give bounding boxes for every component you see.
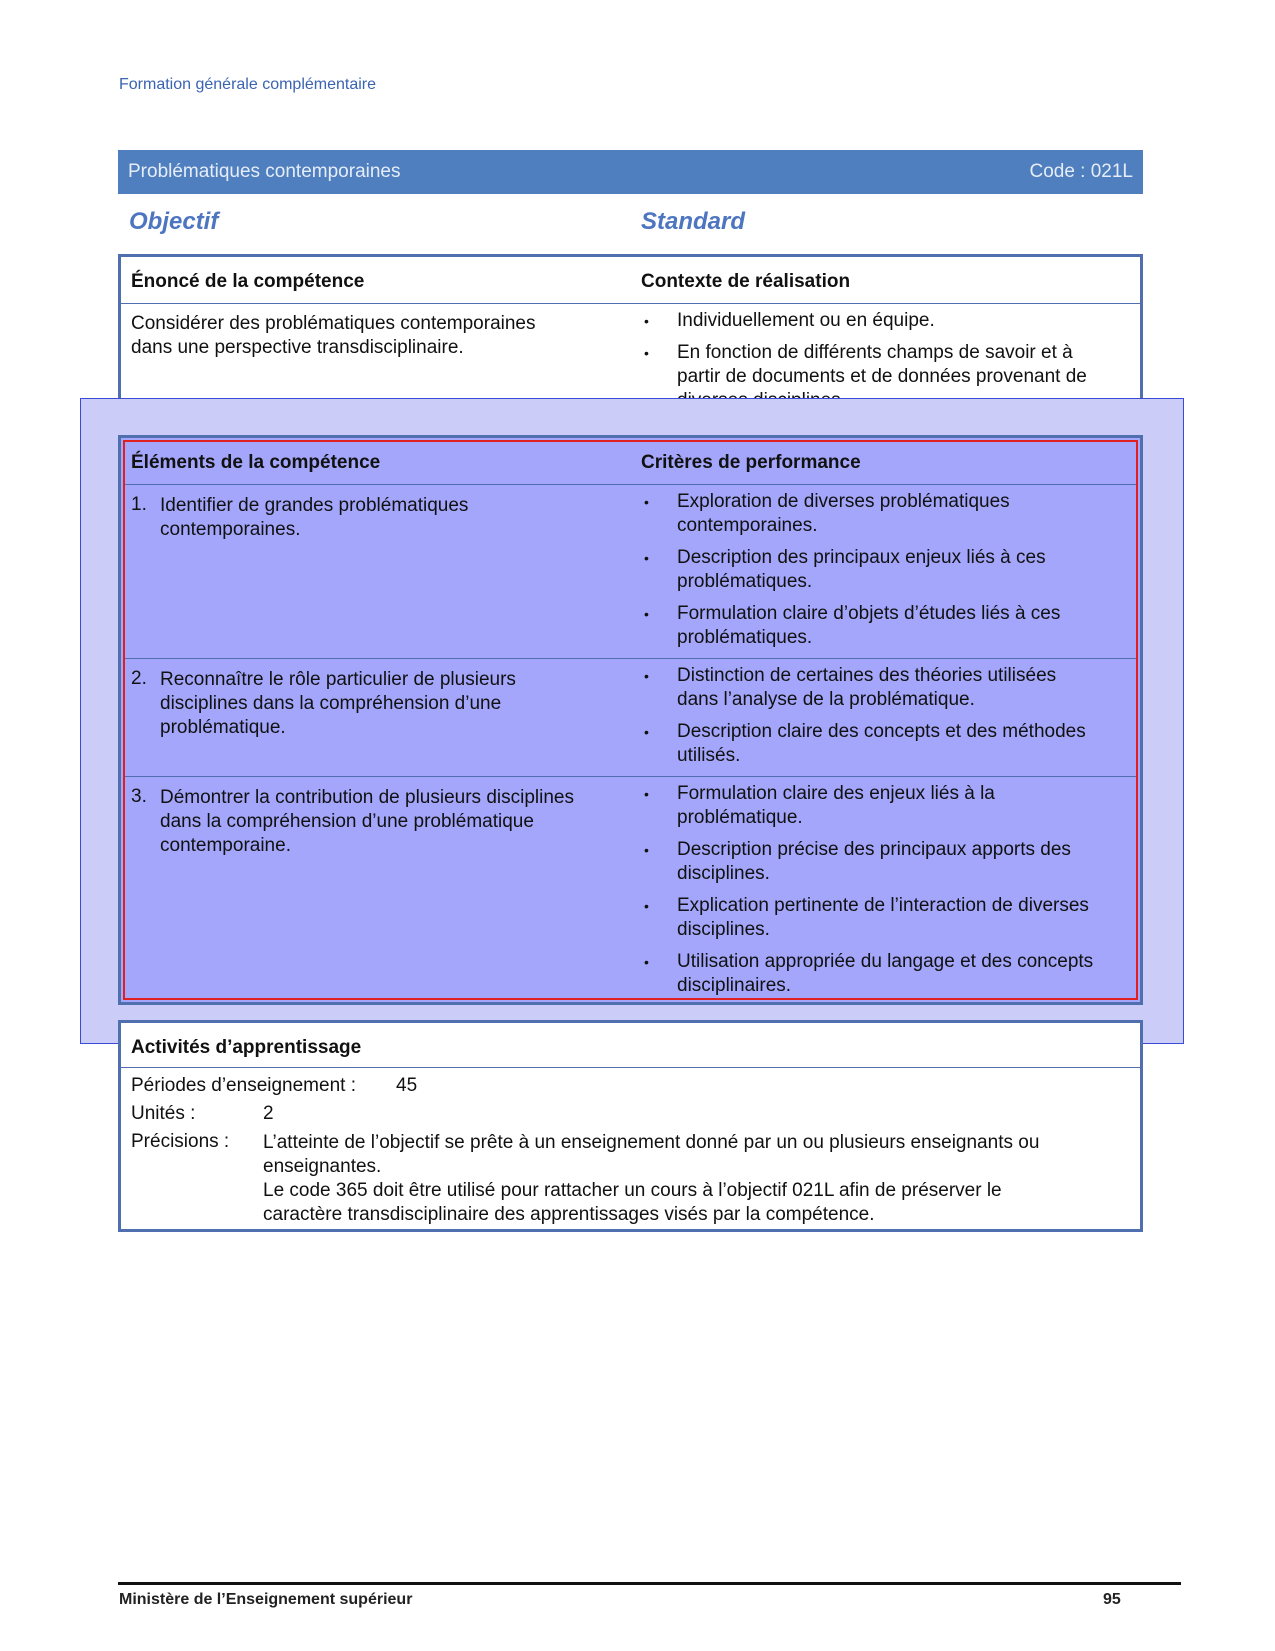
critere-line: Description des principaux enjeux liés à ces: [677, 547, 1046, 568]
bullet: •: [644, 954, 649, 970]
title-bar: [118, 150, 1143, 194]
critere-line: disciplines.: [677, 863, 770, 884]
footer-ministry: Ministère de l’Enseignement supérieur: [119, 1591, 413, 1608]
bullet: •: [644, 313, 649, 329]
contexte-line: En fonction de différents champs de savoir et à: [677, 342, 1073, 363]
element-number: 2.: [131, 668, 147, 689]
precisions-label: Précisions :: [131, 1131, 230, 1152]
competence-box: [118, 254, 1143, 422]
unites-value: 2: [263, 1103, 274, 1124]
bullet: •: [644, 842, 649, 858]
precisions-text: [263, 1131, 1143, 1227]
element-number: 1.: [131, 494, 147, 515]
critere-line: Description précise des principaux apports des: [677, 839, 1071, 860]
critere-item: [677, 894, 1147, 942]
contexte-line: partir de documents et de données provenant de: [677, 366, 1087, 387]
critere-line: disciplines.: [677, 919, 770, 940]
element-line: disciplines dans la compréhension d’une: [160, 693, 502, 714]
bullet: •: [644, 898, 649, 914]
enonce-heading: Énoncé de la compétence: [131, 271, 365, 292]
critere-line: Explication pertinente de l’interaction de diverses: [677, 895, 1089, 916]
activites-heading: Activités d’apprentissage: [131, 1037, 362, 1058]
running-header: Formation générale complémentaire: [119, 76, 377, 93]
element-line: Reconnaître le rôle particulier de plusieurs: [160, 669, 516, 690]
critere-line: dans l’analyse de la problématique.: [677, 689, 975, 710]
element-text: [160, 786, 640, 858]
element-line: contemporaine.: [160, 835, 291, 856]
critere-line: problématiques.: [677, 571, 813, 592]
critere-line: Description claire des concepts et des méthodes: [677, 721, 1086, 742]
critere-item: [677, 838, 1147, 886]
critere-item: [677, 664, 1147, 712]
unites-label: Unités :: [131, 1103, 196, 1124]
bullet: •: [644, 786, 649, 802]
enonce-text: [131, 312, 611, 360]
precisions-line: caractère transdisciplinaire des apprentissages visés par la compétence.: [263, 1204, 875, 1225]
elements-box: [118, 435, 1143, 1005]
critere-line: Utilisation appropriée du langage et des concepts: [677, 951, 1094, 972]
standard-label: Standard: [641, 208, 746, 235]
criteres-heading: Critères de performance: [641, 452, 861, 473]
critere-line: problématique.: [677, 807, 803, 828]
critere-line: Distinction de certaines des théories utilisées: [677, 665, 1057, 686]
contexte-line: Individuellement ou en équipe.: [677, 310, 935, 331]
bullet: •: [644, 494, 649, 510]
bullet: •: [644, 550, 649, 566]
element-line: Identifier de grandes problématiques: [160, 495, 469, 516]
objectif-label: Objectif: [129, 208, 219, 235]
critere-item: [677, 782, 1147, 830]
contexte-item: [677, 309, 1137, 333]
elements-heading: Éléments de la compétence: [131, 452, 381, 473]
critere-line: Formulation claire d’objets d’études liés à ces: [677, 603, 1061, 624]
bullet: •: [644, 724, 649, 740]
periodes-value: 45: [396, 1075, 418, 1096]
critere-line: problématiques.: [677, 627, 813, 648]
element-line: contemporaines.: [160, 519, 301, 540]
element-line: problématique.: [160, 717, 286, 738]
critere-line: Formulation claire des enjeux liés à la: [677, 783, 995, 804]
critere-line: contemporaines.: [677, 515, 818, 536]
contexte-heading: Contexte de réalisation: [641, 271, 851, 292]
precisions-line: enseignantes.: [263, 1156, 382, 1177]
critere-item: [677, 720, 1147, 768]
critere-line: Exploration de diverses problématiques: [677, 491, 1010, 512]
title-bar-code: Code : 021L: [1029, 161, 1133, 182]
critere-item: [677, 546, 1147, 594]
element-line: dans la compréhension d’une problématique: [160, 811, 534, 832]
element-number: 3.: [131, 786, 147, 807]
periodes-label: Périodes d’enseignement :: [131, 1075, 356, 1096]
enonce-line: dans une perspective transdisciplinaire.: [131, 337, 464, 358]
title-bar-title: Problématiques contemporaines: [128, 161, 401, 182]
activites-box: [118, 1020, 1143, 1232]
footer-rule: [118, 1582, 1181, 1585]
element-line: Démontrer la contribution de plusieurs disciplines: [160, 787, 574, 808]
enonce-line: Considérer des problématiques contemporaines: [131, 313, 536, 334]
precisions-line: L’atteinte de l’objectif se prête à un enseignement donné par un ou plusieurs enseignants ou: [263, 1132, 1040, 1153]
bullet: •: [644, 668, 649, 684]
critere-item: [677, 602, 1147, 650]
elements-inner-frame: [123, 440, 1138, 1000]
element-text: [160, 668, 640, 740]
bullet: •: [644, 606, 649, 622]
critere-item: [677, 490, 1147, 538]
element-text: [160, 494, 640, 542]
bullet: •: [644, 345, 649, 361]
precisions-line: Le code 365 doit être utilisé pour rattacher un cours à l’objectif 021L afin de préserver le: [263, 1180, 1002, 1201]
critere-line: disciplinaires.: [677, 975, 792, 996]
critere-item: [677, 950, 1147, 998]
page-number: 95: [1103, 1591, 1121, 1608]
critere-line: utilisés.: [677, 745, 741, 766]
